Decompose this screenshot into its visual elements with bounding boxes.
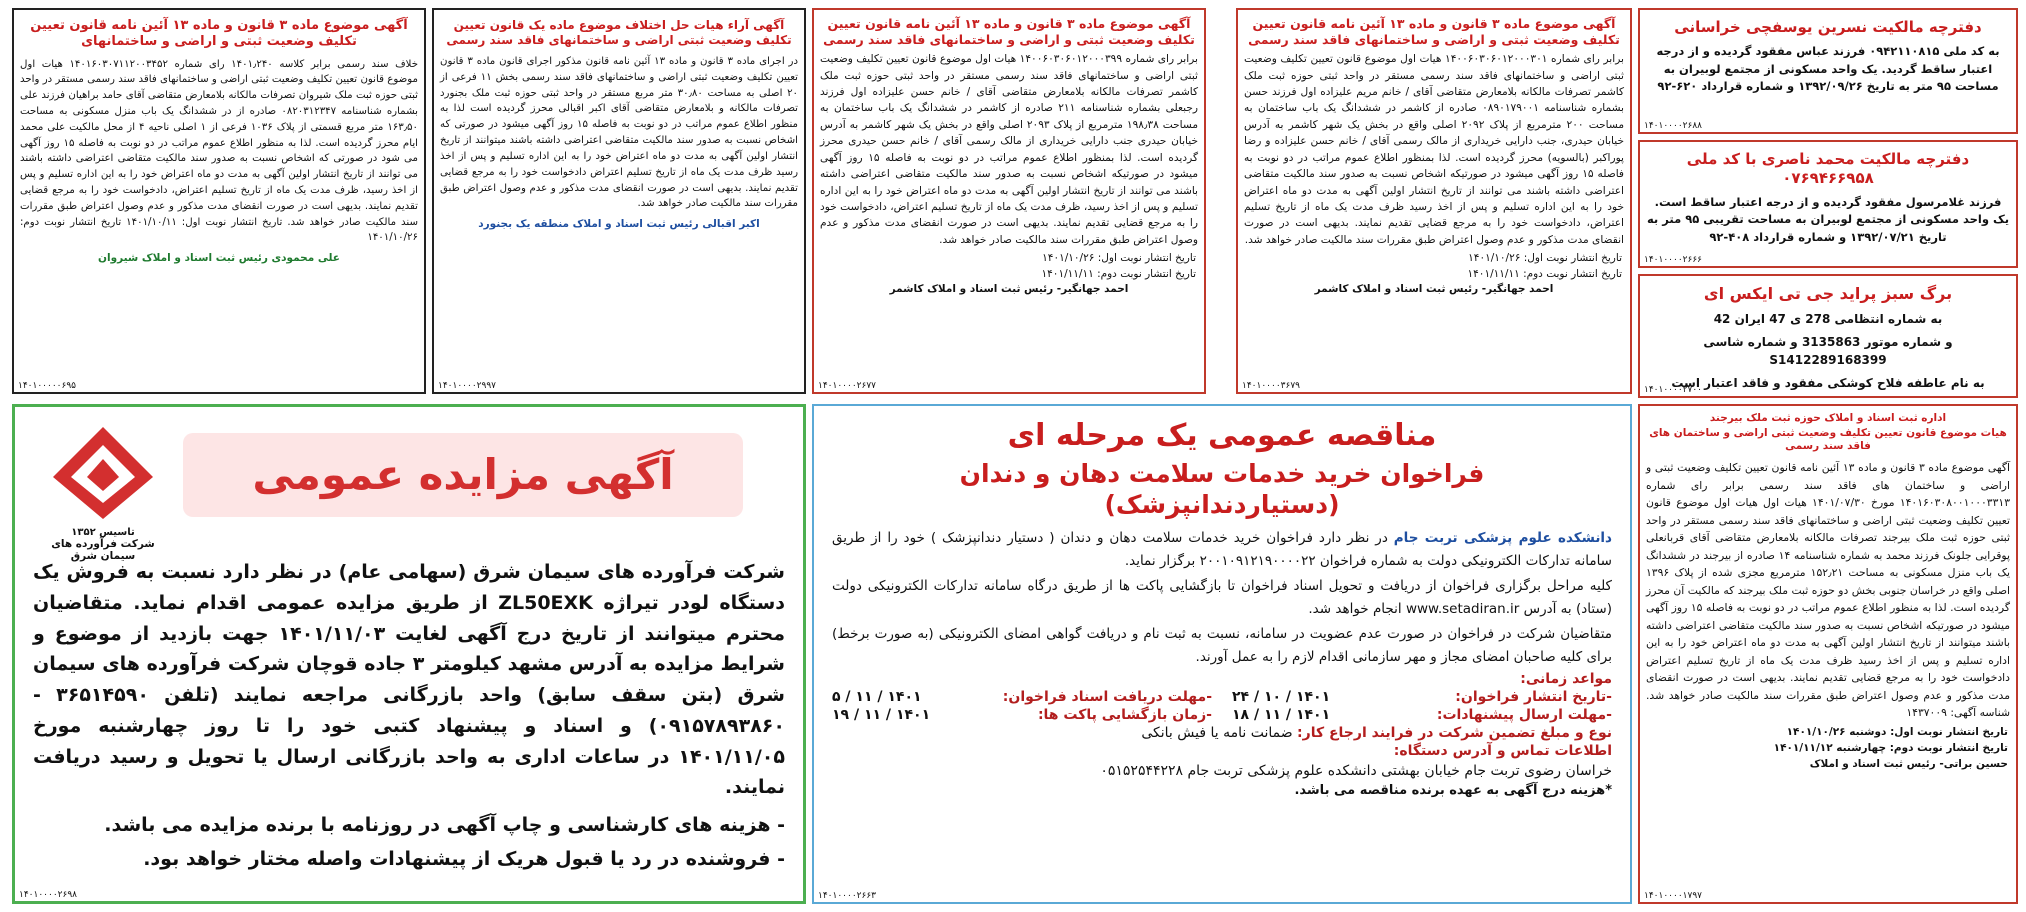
- tender-opening-date: ۱۴۰۱ / ۱۱ / ۱۹: [832, 706, 931, 723]
- ad-title: آگهی موضوع ماده ۳ قانون و ماده ۱۳ آئین نامه قانون تعیین تکلیف وضعیت ثبتی و اراضی و ساختمانهای فاقد سند رسمی: [823, 16, 1195, 47]
- ad-signature: حسین براتی- رئیس ثبت اسناد و املاک: [1809, 758, 2008, 771]
- ad-title: هیات موضوع قانون تعیین تکلیف وضعیت ثبتی اراضی و ساختمان های فاقد سند رسمی: [1649, 427, 2007, 453]
- ad-kashmar-1: [812, 8, 1206, 394]
- auction-company: شرکت فرآورده های سیمان شرق: [51, 538, 155, 562]
- ad-auction: [12, 404, 806, 904]
- tender-submit-label: -مهلت ارسال پیشنهادات:: [1436, 706, 1612, 723]
- tender-title: مناقصه عمومی یک مرحله ای: [1007, 418, 1437, 453]
- ad-lost-deed-2: [1638, 140, 2018, 268]
- ad-birjand: [1638, 404, 2018, 904]
- ad-body: برابر رای شماره ۱۴۰۰۶۰۳۰۶۰۱۲۰۰۰۳۹۹ هیات اول موضوع قانون تعیین تکلیف وضعیت ثبتی اراضی و ساختمانهای فاقد سند رسمی مستقر در واحد ثبتی حوزه ثبت ملک کاشمر تصرفات مالکانه بلامعارض متقاضی آقای / خانم حسن علیزاده اول فرزند رجبعلی بشماره شناسنامه ۲۱۱ صادره از کاشمر در ششدانگ یک باب ساختمان به مساحت ۱۹۸٫۳۸ مترمربع از پلاک ۲۰۹۳ اصلی واقع در بخش یک شهر کاشمر به آدرس خیابان حیدری جنب دارایی خریداری از مالک رسمی آقای / خانم حسن حیدری محرز گردیده است. لذا بمنظور اطلاع عموم مراتب در دو نوبت به فاصله ۱۵ روز آگهی میشود در صورتیکه اشخاص نسبت به صدور سند مالکیت متقاضی اعتراضی داشته باشند می توانند از تاریخ انتشار اولین آگهی به مدت دو ماه اعتراض خود را به این اداره تسلیم و پس از اخذ رسید، ظرف مدت یک ماه از تاریخ تسلیم اعتراض، دادخواست خود را به مرجع قضایی تقدیم نمایند. بدیهی است در صورت انقضای مدت مذکور و عدم وصول اعتراض طبق مقررات سند مالکیت صادر خواهد شد.: [820, 53, 1198, 246]
- ad-header: اداره ثبت اسناد و املاک حوزه ثبت ملک بیرجند: [1709, 412, 1947, 424]
- ad-kashmar-2: [1236, 8, 1632, 394]
- ad-signature: علی محمودی رئیس ثبت اسناد و املاک شیروان: [98, 252, 340, 265]
- tender-submit-date: ۱۴۰۱ / ۱۱ / ۱۸: [1232, 706, 1331, 723]
- ad-line-1: به شماره انتظامی 278 ی 47 ایران 42: [1713, 312, 1943, 326]
- ad-tender: [812, 404, 1632, 904]
- ad-date-2: تاریخ انتشار نوبت دوم: چهارشنبه ۱۴۰۱/۱۱/۱۲: [1773, 741, 2008, 754]
- ad-title: آگهی آراء هیات حل اختلاف موضوع ماده یک قانون تعیین تکلیف وضعیت ثبتی اراضی و ساختمانهای فاقد سند رسمی: [446, 18, 792, 47]
- ad-body: در اجرای ماده ۳ قانون و ماده ۱۳ آئین نامه قانون مذکور اجرای قانون ماده ۳ قانون تعیین تکلیف وضعیت ثبتی اراضی و ساختمانهای فاقد سند رسمی بخش ۱۱ فرعی از ۲۰ اصلی به مساحت ۳۰٫۸۰ متر مربع مستقر در واحد ثبتی حوزه ثبت ملک بجنورد تصرفات مالکانه و بلامعارض متقاضی آقای اکبر اقبالی محرز گردیده است لذا به منظور اطلاع عموم مراتب در دو نوبت به فاصله ۱۵ روز آگهی میشود در صورتی که اشخاص نسبت به صدور سند مالکیت متقاضی اعتراضی داشته باشند میتوانند از تاریخ انتشار اولین آگهی به مدت دو ماه اعتراض خود را به این اداره تسلیم و پس از اخذ رسید ظرف مدت یک ماه از تاریخ تسلیم اعتراض دادخواست خود را به مرجع قضایی تقدیم نمایند. بدیهی است در صورت انقضای مدت مذکور و عدم وصول اعتراض طبق مقررات سند مالکیت صادر خواهد شد.: [440, 56, 799, 210]
- ad-date-1: تاریخ انتشار نوبت اول: دوشنبه ۱۴۰۱/۱۰/۲۶: [1786, 725, 2008, 738]
- tender-schedule-row-1: [814, 687, 1630, 705]
- ad-signature: احمد جهانگیر- رئیس ثبت اسناد و املاک کاشمر: [889, 282, 1129, 295]
- tender-registration: متقاضیان شرکت در فراخوان در صورت عدم عضویت در سامانه، نسبت به ثبت نام و دریافت گواهی امضای الکترونیکی (به صورت برخط) برای کلیه صاحبان امضای مجاز و مهر سازمانی اقدام لازم را به عمل آورند.: [832, 625, 1612, 665]
- tender-docs-date: ۱۴۰۱ / ۱۱ / ۵: [832, 688, 922, 705]
- auction-body: شرکت فرآورده های سیمان شرق (سهامی عام) در نظر دارد نسبت به فروش یک دستگاه لودر تیراژه ZL50EXK از طریق مزایده عمومی اقدام نماید. متقاضیان محترم میتوانند از تاریخ درج آگهی لغایت ۱۴۰۱/۱۱/۰۳ جهت بازدید از موضوع و شرایط مزایده به آدرس مشهد کیلومتر ۳ جاده قوچان شرکت فرآورده های سیمان شرق (بتن سقف سابق) واحد بازرگانی مراجعه نمایند (تلفن ۳۶۵۱۴۵۹۰ - ۰۹۱۵۷۸۹۳۸۶۰) و اسناد و پیشنهاد کتبی خود را تا روز چهارشنبه مورخ ۱۴۰۱/۱۱/۰۵ در ساعات اداری به واحد بازرگانی ارسال یا تحویل و رسید دریافت نمایند.: [33, 561, 786, 799]
- ad-title: دفترچه مالکیت محمد ناصری با کد ملی ۰۷۶۹۴۶۶۹۵۸: [1686, 150, 1970, 187]
- ad-code: ۱۴۰۱۰۰۰۰۲۶۷۷: [818, 381, 877, 391]
- ad-code: ۱۴۰۱۰۰۰۰۲۶۸۸: [1644, 121, 1703, 131]
- tender-docs-label: -مهلت دریافت اسناد فراخوان:: [1002, 688, 1212, 705]
- ad-body: به کد ملی ۰۹۴۲۱۱۰۸۱۵ فرزند عباس مفقود گردیده و از درجه اعتبار ساقط گردید. یک واحد مسکونی از مجتمع لوبیران به مساحت ۹۵ متر به تاریخ ۱۳۹۲/۰۹/۲۶ و شماره قرارداد ۶۲۰-۹۲: [1656, 43, 2000, 94]
- ad-line-2: و شماره موتور 3135863 و شماره شاسی S1412289168399: [1703, 334, 1953, 368]
- ad-body: فرزند غلامرسول مفقود گردیده و از درجه اعتبار ساقط است. یک واحد مسکونی از مجتمع لوبیران به مساحت تقریبی ۹۵ متر به تاریخ ۱۳۹۲/۰۷/۲۱ و شماره قرارداد ۴۰۸-۹۲: [1646, 194, 2010, 245]
- tender-guarantee-label: نوع و مبلغ تضمین شرکت در فرایند ارجاع کار:: [1297, 724, 1612, 741]
- tender-guarantee-value: ضمانت نامه یا فیش بانکی: [1141, 724, 1298, 741]
- tender-schedule-heading: مواعد زمانی:: [1520, 670, 1612, 687]
- tender-schedule-row-2: [814, 705, 1630, 723]
- ad-date-1: تاریخ انتشار نوبت اول: ۱۴۰۱/۱۰/۲۶: [1042, 252, 1196, 265]
- tender-guarantee: [814, 723, 1630, 741]
- ad-title: برگ سبز پراید جی تی ایکس ای: [1703, 284, 1953, 303]
- ad-body: آگهی موضوع ماده ۳ قانون و ماده ۱۳ آئین نامه قانون تعیین تکلیف وضعیت ثبتی و اراضی و ساختمان های فاقد سند رسمی برابر رای شماره ۱۴۰۱۶۰۳۰۸۰۰۱۰۰۰۳۳۱۳ مورخ ۱۴۰۱/۰۷/۳۰ هیات اول هیات اول موضوع قانون تعیین تکلیف وضعیت ثبتی اراضی و ساختمانهای فاقد سند رسمی مستقر در واحد ثبتی حوزه ثبت ملک بیرجند تصرفات مالکانه بلامعارض متقاضی آقای قربانعلی پوقرایی جلونک فرزند محمد به شماره شناسنامه ۱۴ صادره از بیرجند در ششدانگ یک باب منزل مسکونی به مساحت ۱۵۲٫۲۱ مترمربع مجزی شده از پلاک ۱۳۹۶ اصلی واقع در خراسان جنوبی بخش دو حوزه ثبت ملک بیرجند که مالکیت آن محرز گردیده است. لذا به منظور اطلاع عموم مراتب در دو نوبت به فاصله ۱۵ روز آگهی میشود در صورتیکه اشخاص نسبت به صدور سند مالکیت متقاضی اعتراضی داشته باشند میتوانند از تاریخ انتشار اولین آگهی به مدت دو ماه اعتراض خود را به این اداره تسلیم و پس از اخذ رسید ظرف مدت یک ماه از تاریخ تسلیم اعتراض دادخواست خود را به مرجع قضایی تقدیم نمایند. بدیهی است در صورت انقضای مدت مذکور و عدم وصول اعتراض طبق مقررات سند مالکیت صادر خواهد شد. شناسه آگهی: ۱۴۳۷۰۰۹: [1646, 461, 2010, 720]
- ad-lost-green-card: [1638, 274, 2018, 398]
- ad-code: ۱۴۰۱۰۰۰۰۱۷۹۷: [1644, 891, 1703, 901]
- auction-note-1: - هزینه های کارشناسی و چاپ آگهی در روزنامه با برنده مزایده می باشد.: [104, 814, 785, 836]
- ad-code: ۱۴۰۱۰۰۰۰۰۶۹۵: [18, 381, 77, 391]
- tender-intro: [814, 519, 1630, 573]
- tender-subtitle: فراخوان خرید خدمات سلامت دهان و دندان: [959, 459, 1485, 488]
- tender-publish-label: -تاریخ انتشار فراخوان:: [1455, 688, 1612, 705]
- ad-title: آگهی موضوع ماده ۳ قانون و ماده ۱۳ آئین نامه قانون تعیین تکلیف وضعیت ثبتی و اراضی و ساختمانهای: [30, 18, 408, 50]
- ad-code: ۱۴۰۱۰۰۰۰۲۶۶۳: [818, 891, 877, 901]
- auction-founded: تاسیس ۱۳۵۲: [71, 527, 135, 538]
- ad-code: ۱۴۰۱۰۰۰۰۳۶۷۹: [1242, 381, 1301, 391]
- tender-organizer: دانشکده علوم پزشکی تربت جام: [1393, 530, 1612, 546]
- ad-date-1: تاریخ انتشار نوبت اول: ۱۴۰۱/۱۰/۲۶: [1468, 252, 1622, 265]
- ad-date-2: تاریخ انتشار نوبت دوم: ۱۴۰۱/۱۱/۱۱: [1467, 268, 1622, 281]
- ad-title: دفترچه مالکیت نسرین یوسفچی خراسانی: [1674, 18, 1982, 36]
- ad-title: آگهی موضوع ماده ۳ قانون و ماده ۱۳ آئین نامه قانون تعیین تکلیف وضعیت ثبتی و اراضی و ساختمانهای فاقد سند رسمی: [1248, 16, 1620, 47]
- ad-body: خلاف سند رسمی برابر کلاسه ۱۴۰۱٫۲۴۰ رای شماره ۱۴۰۱۶۰۳۰۷۱۱۲۰۰۳۴۵۲ هیات اول موضوع قانون تعیین تکلیف وضعیت ثبتی اراضی و ساختمانهای فاقد سند رسمی مستقر در واحد ثبتی حوزه ثبت ملک شیروان تصرفات مالکانه بلامعارض متقاضی آقای حامد براهیان فرزند علی بشماره شناسنامه ۰۸۲۰۳۱۲۳۴۷ صادره از در ششدانگ یک باب منزل مسکونی به مساحت ۱۶۳٫۵۰ متر مربع قسمتی از پلاک ۱۰۳۶ فرعی از ۱ اصلی ناحیه ۴ از محل مالکیت علی محمد ایام محرز گردیده است. لذا به منظور اطلاع عموم مراتب در دو نوبت به فاصله ۱۵ روز آگهی می شود در صورتی که اشخاص نسبت به صدور سند مالکیت متقاضی اعتراضی داشته باشند می توانند از تاریخ انتشار اولین آگهی به مدت دو ماه اعتراض خود را به این اداره تسلیم و پس از اخذ رسید، ظرف مدت یک ماه از تاریخ تسلیم اعتراض، دادخواست خود را به مرجع قضایی تقدیم نمایند. بدیهی است در صورت انقضای مدت مذکور و عدم وصول اعتراض طبق مقررات سند مالکیت صادر خواهد شد. تاریخ انتشار نوبت اول: ۱۴۰۱/۱۰/۱۱ تاریخ انتشار نوبت دوم: ۱۴۰۱/۱۰/۲۶: [20, 58, 419, 244]
- ad-code: ۱۴۰۱۰۰۰۰۲۷۰۰: [1644, 385, 1703, 395]
- ad-date-2: تاریخ انتشار نوبت دوم: ۱۴۰۱/۱۱/۱۱: [1041, 268, 1196, 281]
- tender-intro-text: در نظر دارد فراخوان خرید خدمات سلامت دهان و دندان ( دستیار دندانپزشک ) خود را از طریق سامانه تدارکات الکترونیکی دولت به شماره فراخوان ۲۰۰۱۰۹۱۲۱۹۰۰۰۰۲۲ برگزار نماید.: [832, 530, 1612, 569]
- ad-signature: احمد جهانگیر- رئیس ثبت اسناد و املاک کاشمر: [1314, 282, 1554, 295]
- ad-code: ۱۴۰۱۰۰۰۰۲۹۹۷: [438, 381, 497, 391]
- ad-body: برابر رای شماره ۱۴۰۰۶۰۳۰۶۰۱۲۰۰۰۳۰۱ هیات اول موضوع قانون تعیین تکلیف وضعیت ثبتی اراضی و ساختمانهای فاقد سند رسمی مستقر در واحد ثبتی حوزه ثبت ملک کاشمر تصرفات مالکانه بلامعارض متقاضی آقای / خانم مریم علیزاده اول فرزند حسن بشماره شناسنامه ۰۸۹۰۱۷۹۰۰۱ صادره از کاشمر در ششدانگ یک باب ساختمان به مساحت ۲۰۰ مترمربع از پلاک ۲۰۹۲ اصلی واقع در بخش یک شهر کاشمر به آدرس خیابان حیدری، جنب دارایی خریداری از مالک رسمی آقای / خانم حسن علیزاده و رضا پوراکبر (بالسویه) محرز گردیده است. لذا بمنظور اطلاع عموم مراتب در دو نوبت به فاصله ۱۵ روز آگهی میشود در صورتیکه اشخاص نسبت به صدور سند مالکیت متقاضی اعتراضی داشته باشند می توانند از تاریخ انتشار اولین آگهی به مدت دو ماه اعتراض خود را به این اداره تسلیم و پس از اخذ رسید ظرف مدت یک ماه از تاریخ تسلیم اعتراض، دادخواست خود را به مرجع قضایی تقدیم نمایند. بدیهی است در صورت انقضای مدت مذکور و عدم وصول اعتراض طبق مقررات سند مالکیت صادر خواهد شد.: [1244, 53, 1625, 246]
- tender-contact: خراسان رضوی تربت جام خیابان بهشتی دانشکده علوم پزشکی تربت جام ۰۵۱۵۲۵۴۴۲۲۸: [1100, 762, 1612, 779]
- tender-footnote: *هزینه درج آگهی به عهده برنده مناقصه می باشد.: [1294, 782, 1612, 798]
- tender-publish-date: ۱۴۰۱ / ۱۰ / ۲۴: [1232, 688, 1331, 705]
- tender-opening-label: -زمان بازگشایی پاکت ها:: [1037, 706, 1212, 723]
- ad-signature: اکبر اقبالی رئیس ثبت اسناد و املاک منطقه یک بجنورد: [478, 218, 760, 231]
- ad-code: ۱۴۰۱۰۰۰۰۲۶۶۶: [1644, 255, 1703, 265]
- ad-shirvan: [12, 8, 426, 394]
- tender-process: کلیه مراحل برگزاری فراخوان از دریافت و تحویل اسناد فراخوان تا بازگشایی پاکت ها از طریق درگاه سامانه تدارکات الکترونیکی دولت (ستاد) به آدرس www.setadiran.ir انجام خواهد شد.: [832, 577, 1612, 617]
- cement-company-logo-icon: [43, 423, 163, 523]
- tender-subtitle-2: (دستیاردندانپزشک): [1104, 490, 1340, 519]
- auction-title: آگهی مزایده عمومی: [183, 433, 743, 517]
- auction-logo: [43, 423, 163, 562]
- tender-contact-heading: اطلاعات تماس و آدرس دستگاه:: [1393, 742, 1612, 759]
- ad-line-3: به نام عاطفه فلاح کوشکی مفقود و فاقد اعتبار است: [1671, 375, 1985, 390]
- ad-bojnourd: [432, 8, 806, 394]
- auction-note-2: - فروشنده در رد یا قبول هریک از پیشنهادات واصله مختار خواهد بود.: [143, 848, 785, 870]
- ad-code: ۱۴۰۱۰۰۰۰۲۶۹۸: [19, 890, 78, 900]
- ad-lost-deed-1: [1638, 8, 2018, 134]
